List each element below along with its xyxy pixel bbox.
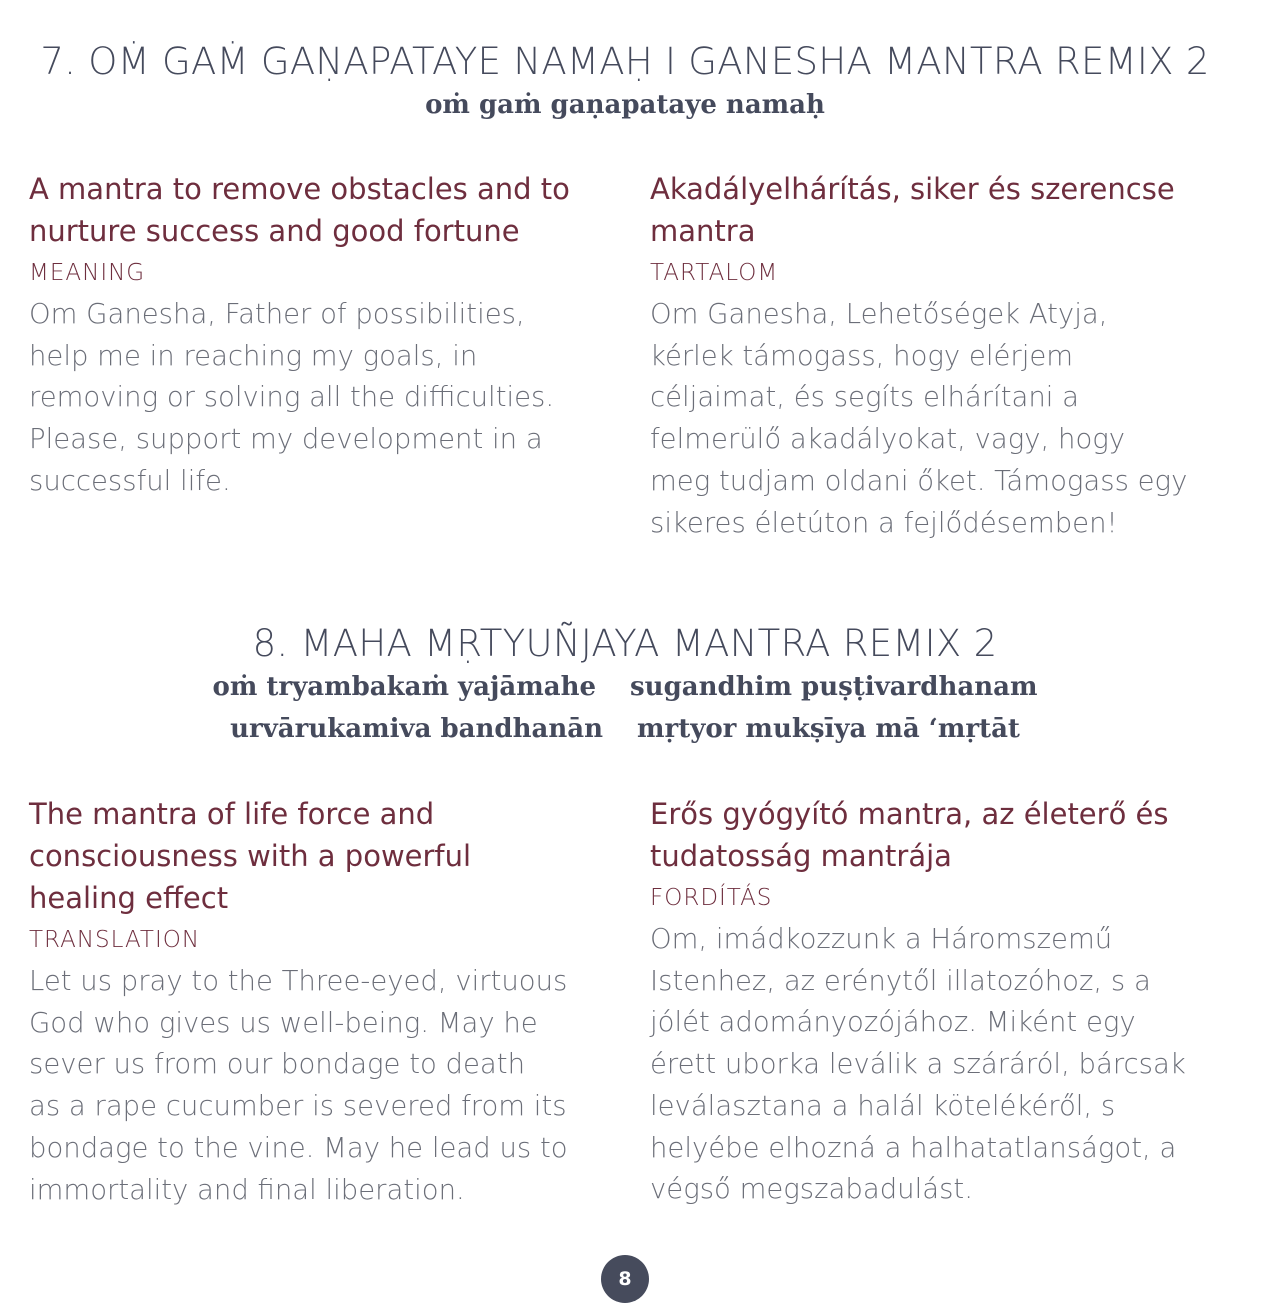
mantra-title: 8. MAHA MṚTYUÑJAYA MANTRA REMIX 2 bbox=[252, 622, 998, 665]
sanskrit-line-part: oṁ tryambakaṁ yajāmahe bbox=[212, 672, 597, 702]
english-text: Om Ganesha, Father of possibilities, help me in reaching my goals, in removing or solving all the difficulties. Please, support my development in a successful life. bbox=[29, 298, 555, 497]
sanskrit-line bbox=[0, 714, 1250, 744]
english-heading: The mantra of life force and consciousness with a powerful healing effect bbox=[29, 797, 472, 915]
sanskrit-line-part: mṛtyor mukṣīya mā ‘mṛtāt bbox=[637, 714, 1020, 744]
sanskrit-text: oṁ gaṁ gaṇapataye namaḥ bbox=[425, 90, 825, 120]
hungarian-column bbox=[650, 793, 1230, 1211]
hungarian-heading: Erős gyógyító mantra, az életerő és tudatosság mantrája bbox=[650, 797, 1169, 873]
hungarian-label: TARTALOM bbox=[650, 260, 779, 286]
hungarian-text: Om Ganesha, Lehetőségek Atyja, kérlek támogass, hogy elérjem céljaimat, és segíts elhárítani a felmerülő akadályokat, vagy, hogy meg tudjam oldani őket. Támogass egy sikeres életúton a fejlődésemben! bbox=[650, 298, 1188, 539]
english-label: MEANING bbox=[29, 260, 146, 286]
hungarian-column bbox=[650, 168, 1230, 544]
hungarian-text: Om, imádkozzunk a Háromszemű Istenhez, az erénytől illatozóhoz, s a jólét adományozójához. Miként egy érett uborka leválik a száráról, bárcsak leválasztana a halál kötelékéről, s helyébe elhozná a halhatatlanságot, a végső megszabadulást. bbox=[650, 923, 1186, 1206]
english-label: TRANSLATION bbox=[29, 927, 201, 953]
sanskrit-line-part: sugandhim puṣṭivardhanam bbox=[630, 672, 1038, 702]
page-number-badge: 8 bbox=[601, 1255, 649, 1303]
english-text: Let us pray to the Three-eyed, virtuous God who gives us well-being. May he sever us from our bondage to death as a rape cucumber is severed from its bondage to the vine. May he lead us to immortality and final liberation. bbox=[29, 965, 568, 1206]
sanskrit-line-part: urvārukamiva bandhanān bbox=[230, 714, 604, 744]
hungarian-heading: Akadályelhárítás, siker és szerencse mantra bbox=[650, 172, 1175, 248]
english-column bbox=[29, 793, 599, 1211]
sanskrit-line bbox=[0, 672, 1250, 702]
hungarian-label: FORDÍTÁS bbox=[650, 885, 773, 911]
english-heading: A mantra to remove obstacles and to nurture success and good fortune bbox=[29, 172, 570, 248]
english-column bbox=[29, 168, 599, 503]
mantra-title: 7. OṀ GAṀ GAṆAPATAYE NAMAḤ I GANESHA MANTRA REMIX 2 bbox=[40, 40, 1210, 83]
